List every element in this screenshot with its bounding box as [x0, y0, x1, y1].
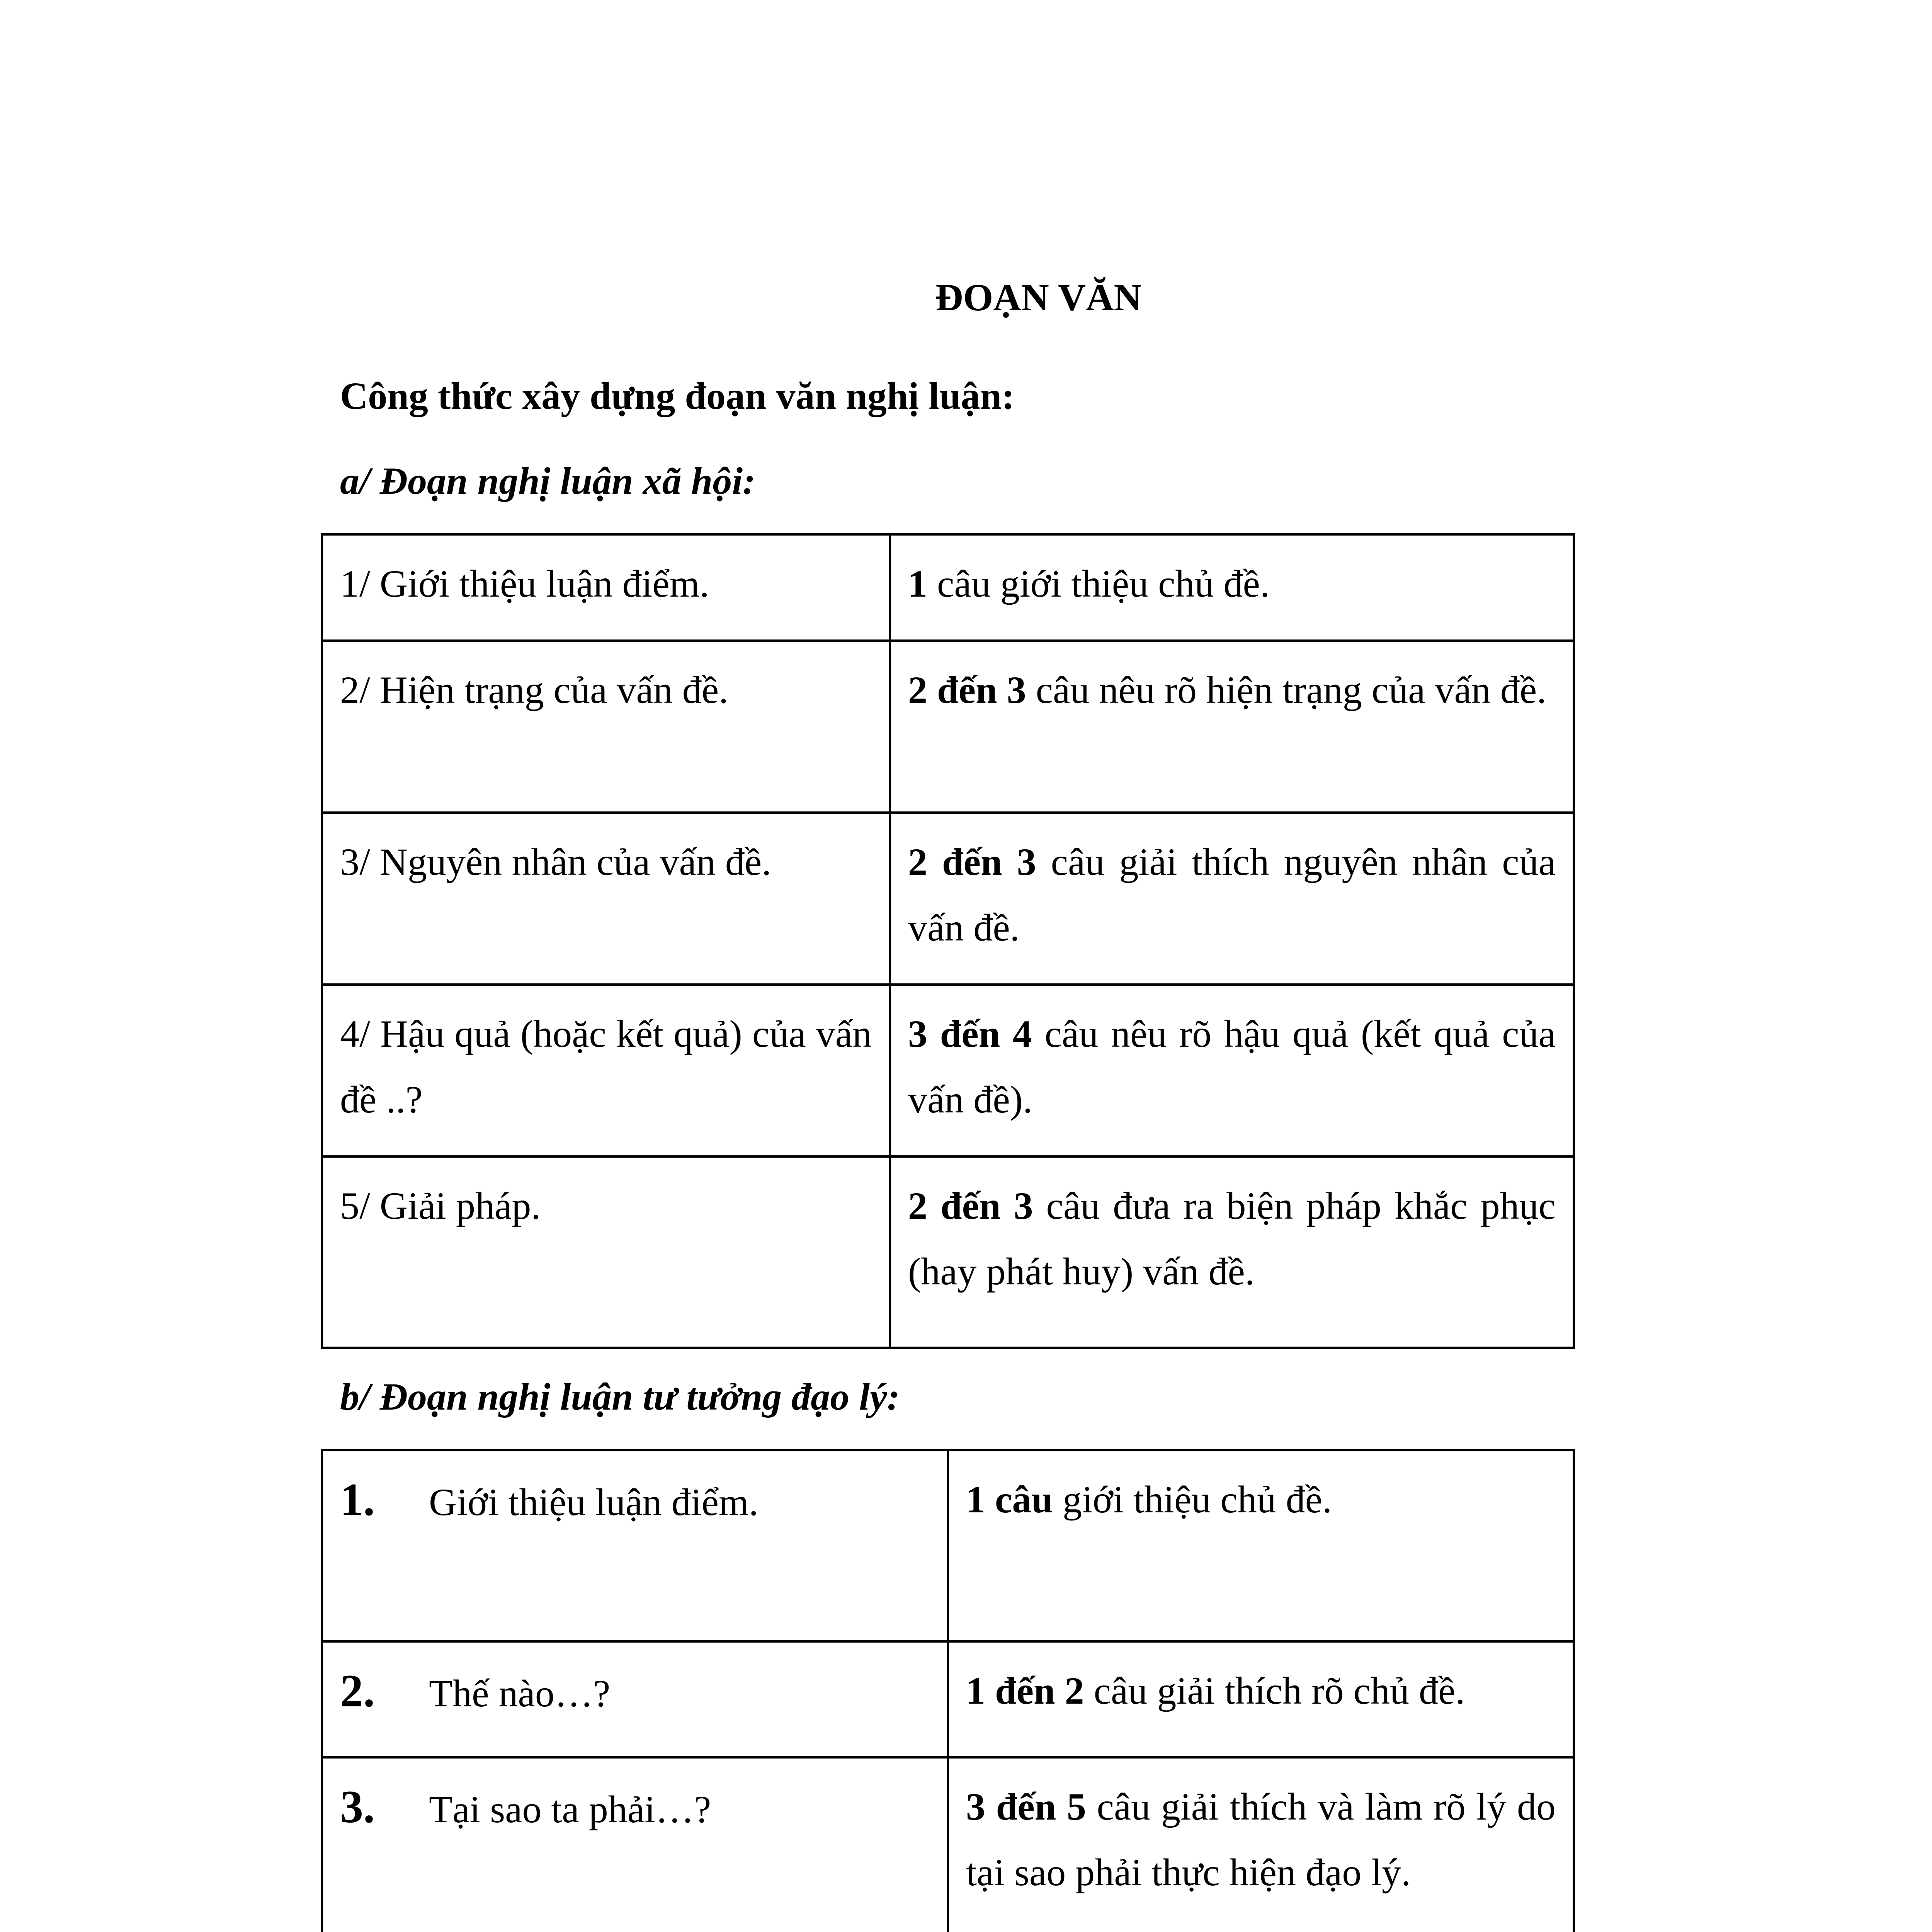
table-cell-guide: 1 đến 2 câu giải thích rõ chủ đề. [948, 1641, 1574, 1757]
moral-argument-table [321, 1449, 1575, 1932]
table-cell-guide: 2 đến 3 câu đưa ra biện pháp khắc phục (hay phát huy) vấn đề. [890, 1156, 1574, 1348]
table-row [322, 1156, 1574, 1348]
table-row [322, 641, 1574, 813]
section-b-heading: b/ Đoạn nghị luận tư tưởng đạo lý: [340, 1375, 900, 1418]
table-cell-step: 3/ Nguyên nhân của vấn đề. [322, 813, 890, 985]
table-row [322, 813, 1574, 985]
table-cell-step: 3. Tại sao ta phải…? [322, 1757, 948, 1932]
step-number: 1. [340, 1474, 375, 1525]
table-row [322, 985, 1574, 1156]
table-cell-guide: 1 câu giới thiệu chủ đề. [948, 1450, 1574, 1641]
table-cell-step: 1. Giới thiệu luận điểm. [322, 1450, 948, 1641]
step-number: 3. [340, 1781, 375, 1832]
table-row [322, 1757, 1574, 1932]
table-cell-guide: 1 câu giới thiệu chủ đề. [890, 534, 1574, 641]
table-cell-step: 2. Thế nào…? [322, 1641, 948, 1757]
table-cell-step: 5/ Giải pháp. [322, 1156, 890, 1348]
section-a-heading: a/ Đoạn nghị luận xã hội: [340, 459, 756, 502]
table-cell-guide: 3 đến 5 câu giải thích và làm rõ lý do tại sao phải thực hiện đạo lý. [948, 1757, 1574, 1932]
table-cell-step: 1/ Giới thiệu luận điểm. [322, 534, 890, 641]
step-number: 2. [340, 1665, 375, 1716]
table-cell-guide: 3 đến 4 câu nêu rõ hậu quả (kết quả của vấn đề). [890, 985, 1574, 1156]
table-cell-guide: 2 đến 3 câu nêu rõ hiện trạng của vấn đề. [890, 641, 1574, 813]
social-argument-table [321, 533, 1575, 1349]
page-title: ĐOẠN VĂN [935, 276, 1142, 319]
table-cell-step: 4/ Hậu quả (hoặc kết quả) của vấn đề ..? [322, 985, 890, 1156]
table-cell-guide: 2 đến 3 câu giải thích nguyên nhân của vấn đề. [890, 813, 1574, 985]
table-cell-step: 2/ Hiện trạng của vấn đề. [322, 641, 890, 813]
table-row [322, 1641, 1574, 1757]
table-row [322, 1450, 1574, 1641]
table-row [322, 534, 1574, 641]
main-heading: Công thức xây dựng đoạn văn nghị luận: [340, 374, 1015, 417]
